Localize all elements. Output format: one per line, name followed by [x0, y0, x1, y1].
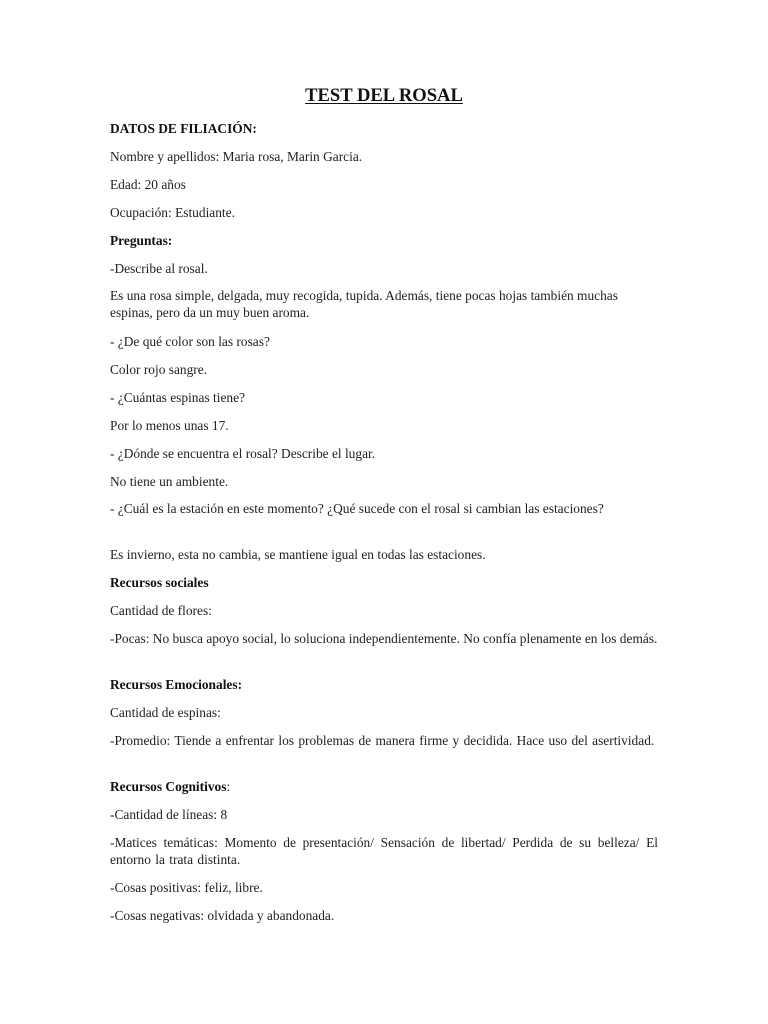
flores-label: Cantidad de flores:: [110, 603, 212, 618]
matices-line: -Matices temáticas: Momento de presentación/ Sensación de libertad/ Perdida de su belleza/ El entorno la trata distinta.: [110, 835, 658, 867]
flores-text: -Pocas: No busca apoyo social, lo soluciona independientemente. No confía plenamente en los demás.: [110, 631, 658, 646]
answer-2: Color rojo sangre.: [110, 362, 208, 377]
answer-4: No tiene un ambiente.: [110, 474, 229, 489]
nombre-line: Nombre y apellidos: Maria rosa, Marin Garcia.: [110, 149, 363, 164]
answer-1: Es una rosa simple, delgada, muy recogida, tupida. Además, tiene pocas hojas también muchas espinas, pero da un muy buen aroma.: [110, 288, 618, 320]
question-3: - ¿Cuántas espinas tiene?: [110, 390, 245, 405]
question-2: - ¿De qué color son las rosas?: [110, 334, 270, 349]
filiacion-heading: DATOS DE FILIACIÓN:: [110, 121, 257, 136]
recursos-emocionales-heading: Recursos Emocionales:: [110, 677, 243, 692]
document-title: TEST DEL ROSAL: [305, 85, 463, 106]
question-1: -Describe al rosal.: [110, 261, 208, 276]
preguntas-heading: Preguntas:: [110, 233, 173, 248]
ocupacion-line: Ocupación: Estudiante.: [110, 205, 235, 220]
question-4: - ¿Dónde se encuentra el rosal? Describe el lugar.: [110, 446, 376, 461]
recursos-cognitivos-heading-text: Recursos Cognitivos: [110, 779, 227, 794]
answer-5: Es invierno, esta no cambia, se mantiene igual en todas las estaciones.: [110, 547, 486, 562]
answer-3: Por lo menos unas 17.: [110, 418, 229, 433]
recursos-cognitivos-colon: :: [226, 779, 231, 794]
edad-line: Edad: 20 años: [110, 177, 186, 192]
question-5: - ¿Cuál es la estación en este momento? ¿Qué sucede con el rosal si cambian las estaciones?: [110, 501, 604, 516]
positivas-line: -Cosas positivas: feliz, libre.: [110, 880, 263, 895]
recursos-sociales-heading: Recursos sociales: [110, 575, 209, 590]
espinas-text: -Promedio: Tiende a enfrentar los problemas de manera firme y decidida. Hace uso del asertividad.: [110, 733, 655, 748]
espinas-label: Cantidad de espinas:: [110, 705, 221, 720]
negativas-line: -Cosas negativas: olvidada y abandonada.: [110, 908, 335, 923]
recursos-cognitivos-heading: [110, 778, 658, 795]
lineas-line: -Cantidad de líneas: 8: [110, 807, 228, 822]
